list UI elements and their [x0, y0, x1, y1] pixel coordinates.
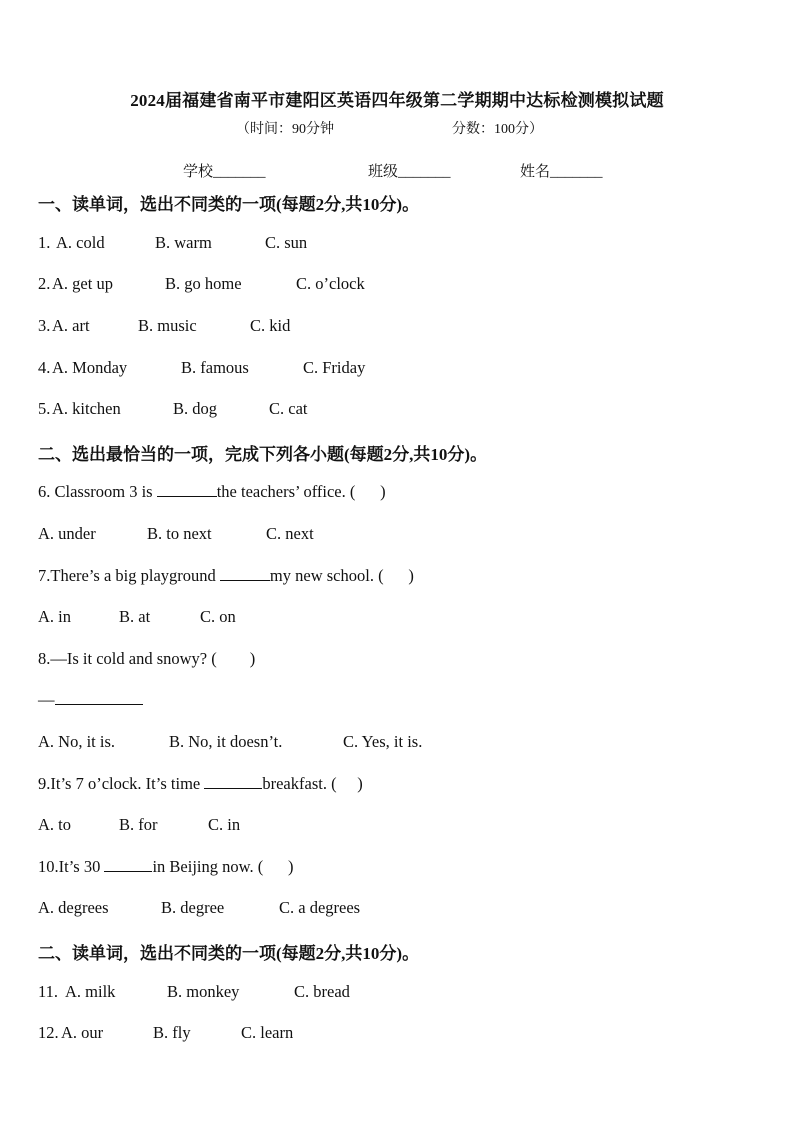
question-number: 4. — [38, 358, 51, 377]
question-8-answer-line: — — [38, 690, 143, 710]
option-c: C. in — [208, 815, 241, 834]
question-number: 5. — [38, 399, 51, 418]
section-heading-1: 一、读单词，选出不同类的一项(每题2分,共10分)。 — [38, 195, 420, 214]
question-5 — [38, 399, 308, 419]
option-a: A. our — [61, 1023, 104, 1042]
class-field: 班级_______ — [368, 164, 451, 180]
answer-blank — [157, 482, 217, 497]
option-b: B. monkey — [167, 982, 240, 1001]
option-a: A. cold — [56, 233, 105, 252]
option-a: A. art — [52, 316, 90, 335]
option-b: B. at — [119, 607, 151, 626]
question-6-stem: 6. Classroom 3 is the teachers’ office. ( ) — [38, 482, 386, 501]
option-a: A. No, it is. — [38, 732, 116, 751]
option-b: B. for — [119, 815, 158, 834]
option-c: C. kid — [250, 316, 291, 335]
exam-meta — [236, 118, 543, 138]
name-field: 姓名_______ — [520, 164, 603, 180]
question-12 — [38, 1023, 294, 1043]
question-number: 1. — [38, 233, 51, 252]
option-c: C. cat — [269, 399, 308, 418]
question-8-stem: 8.—Is it cold and snowy? ( ) — [38, 649, 256, 668]
option-b: B. famous — [181, 358, 249, 377]
question-3 — [38, 316, 291, 336]
section-heading-3: 二、读单词，选出不同类的一项(每题2分,共10分)。 — [38, 944, 420, 963]
option-b: B. fly — [153, 1023, 191, 1042]
exam-title: 2024届福建省南平市建阳区英语四年级第二学期期中达标检测模拟试题 — [130, 91, 664, 110]
option-b: B. No, it doesn’t. — [169, 732, 283, 751]
answer-blank — [204, 774, 262, 789]
option-b: B. music — [138, 316, 197, 335]
answer-blank — [220, 566, 270, 581]
question-number: 12. — [38, 1023, 59, 1042]
option-c: C. Yes, it is. — [343, 732, 423, 751]
answer-blank — [104, 857, 152, 872]
question-7-stem: 7.There’s a big playground my new school. ( ) — [38, 566, 414, 585]
question-10-stem: 10.It’s 30 in Beijing now. ( ) — [38, 857, 294, 876]
question-4 — [38, 358, 366, 378]
option-a: A. in — [38, 607, 71, 626]
question-1 — [38, 233, 308, 253]
question-11 — [38, 982, 350, 1002]
time-limit: （时间：90分钟 — [236, 122, 334, 137]
question-number: 2. — [38, 274, 51, 293]
option-c: C. on — [200, 607, 236, 626]
option-b: B. warm — [155, 233, 212, 252]
option-c: C. o’clock — [296, 274, 365, 293]
option-c: C. next — [266, 524, 314, 543]
section-heading-2: 二、选出最恰当的一项，完成下列各小题(每题2分,共10分)。 — [38, 445, 488, 464]
option-c: C. bread — [294, 982, 350, 1001]
option-a: A. kitchen — [52, 399, 121, 418]
option-b: B. go home — [165, 274, 242, 293]
option-a: A. get up — [52, 274, 113, 293]
question-9-stem: 9.It’s 7 o’clock. It’s time breakfast. ( ) — [38, 774, 363, 793]
question-number: 3. — [38, 316, 51, 335]
option-c: C. learn — [241, 1023, 294, 1042]
option-b: B. to next — [147, 524, 212, 543]
option-b: B. degree — [161, 898, 225, 917]
option-a: A. under — [38, 524, 96, 543]
option-a: A. milk — [65, 982, 116, 1001]
option-c: C. a degrees — [279, 898, 361, 917]
question-2 — [38, 274, 365, 294]
question-number: 11. — [38, 982, 59, 1001]
option-a: A. degrees — [38, 898, 109, 917]
school-field: 学校_______ — [183, 164, 266, 180]
option-c: C. sun — [265, 233, 308, 252]
option-a: A. Monday — [52, 358, 128, 377]
option-a: A. to — [38, 815, 71, 834]
option-b: B. dog — [173, 399, 218, 418]
answer-blank — [55, 690, 143, 705]
option-c: C. Friday — [303, 358, 366, 377]
total-score: 分数：100分） — [452, 122, 543, 137]
